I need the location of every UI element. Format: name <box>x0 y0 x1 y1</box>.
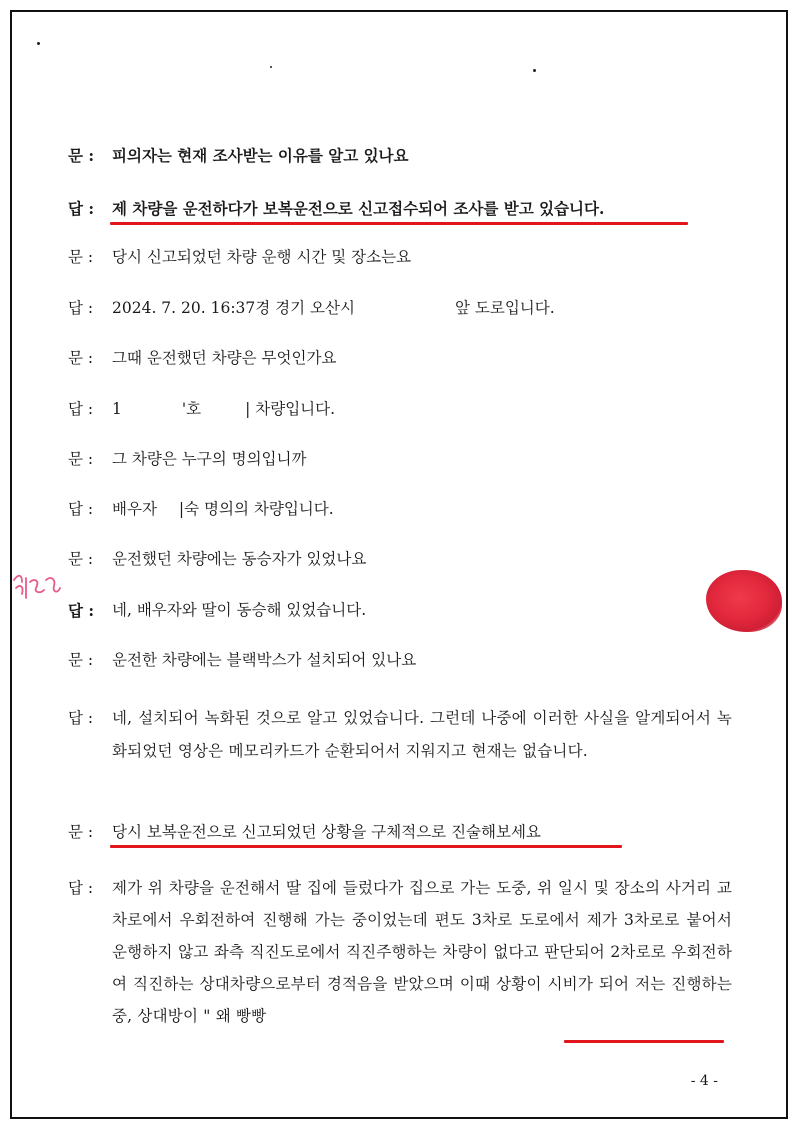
answer-marker: 답 : <box>68 299 94 317</box>
question-text: 그 차량은 누구의 명의입니까 <box>112 450 307 468</box>
answer-7 <box>68 872 732 1032</box>
question-marker: 문 : <box>68 823 94 841</box>
answer-location-end: 앞 도로입니다. <box>454 299 555 317</box>
answer-marker: 답 : <box>68 500 94 518</box>
question-5 <box>68 547 732 572</box>
answer-vehicle-part-2: '호 <box>181 400 202 418</box>
question-marker: 문 : <box>68 550 94 568</box>
scan-speck <box>270 66 272 68</box>
question-marker: 문 : <box>68 248 94 266</box>
answer-5 <box>68 598 732 623</box>
answer-date-location: 2024. 7. 20. 16:37경 경기 오산시 <box>112 299 355 317</box>
answer-4 <box>68 497 732 522</box>
question-4 <box>68 447 732 472</box>
question-marker: 문 : <box>68 146 95 165</box>
answer-text: 네, 설치되어 녹화된 것으로 알고 있었습니다. 그런데 나중에 이러한 사실을 알게되어서 녹화되었던 영상은 메모리카드가 순환되어서 지워지고 현재는 없습니다. <box>112 709 732 760</box>
question-text: 운전한 차량에는 블랙박스가 설치되어 있나요 <box>112 651 417 669</box>
question-text: 당시 보복운전으로 신고되었던 상황을 구체적으로 진술해보세요 <box>112 823 541 841</box>
answer-vehicle-part-3: | 차량입니다. <box>245 400 336 418</box>
question-2 <box>68 245 732 270</box>
answer-1 <box>68 196 732 221</box>
answer-marker: 답 : <box>68 709 94 727</box>
question-marker: 문 : <box>68 450 94 468</box>
scan-speck <box>37 42 40 45</box>
scan-speck <box>533 69 536 72</box>
red-seal-stamp <box>706 570 782 632</box>
red-underline <box>564 1040 724 1043</box>
question-text: 당시 신고되었던 차량 운행 시간 및 장소는요 <box>112 248 412 266</box>
question-text: 운전했던 차량에는 동승자가 있었나요 <box>112 550 367 568</box>
answer-text: 제 차량을 운전하다가 보복운전으로 신고접수되어 조사를 받고 있습니다. <box>112 199 605 218</box>
answer-vehicle-part-1: 1 <box>112 400 122 418</box>
question-marker: 문 : <box>68 651 94 669</box>
answer-6 <box>68 702 732 768</box>
question-marker: 문 : <box>68 349 94 367</box>
answer-marker: 답 : <box>68 199 95 218</box>
answer-2 <box>68 296 732 321</box>
question-7 <box>68 820 732 845</box>
question-text: 그때 운전했던 차량은 무엇인가요 <box>112 349 337 367</box>
answer-marker: 답 : <box>68 601 95 620</box>
answer-text: 제가 위 차량을 운전해서 딸 집에 들렀다가 집으로 가는 도중, 위 일시 및 장소의 사거리 교차로에서 우회전하여 진행해 가는 중이었는데 편도 3차로 도로에서 제가 3차로로 붙어서 운행하지 않고 좌측 직진도로에서 직진주행하는 차량이 없다고 판단되어 2차로로 우회전하여 직진하는 상대차량으로부터 경적음을 받았으며 이때 상황이 시비가 되어 저는 진행하는 중, 상대방이 " 왜 빵빵 <box>112 879 732 1025</box>
answer-3 <box>68 397 732 422</box>
red-underline <box>110 845 622 848</box>
question-text: 피의자는 현재 조사받는 이유를 알고 있나요 <box>112 146 409 165</box>
answer-owner-part-2: |숙 명의의 차량입니다. <box>178 500 334 518</box>
page-number: - 4 - <box>690 1073 718 1089</box>
answer-text: 네, 배우자와 딸이 동승해 있었습니다. <box>112 601 367 619</box>
question-1 <box>68 143 732 168</box>
handwritten-signature <box>10 568 62 608</box>
question-3 <box>68 346 732 371</box>
answer-marker: 답 : <box>68 879 94 897</box>
answer-marker: 답 : <box>68 400 94 418</box>
red-underline <box>110 222 688 225</box>
question-6 <box>68 648 732 673</box>
answer-owner-part-1: 배우자 <box>112 500 157 518</box>
